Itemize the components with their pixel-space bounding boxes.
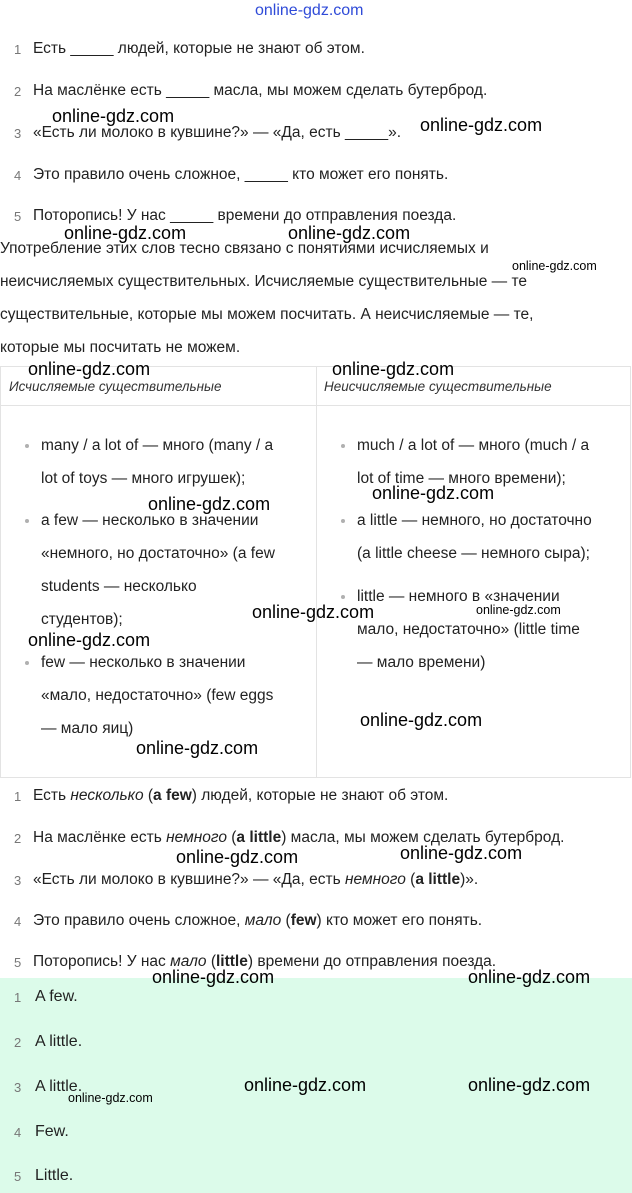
watermark: online-gdz.com [288, 223, 411, 243]
watermark: online-gdz.com [400, 843, 523, 863]
short-answer-number: 4 [14, 1125, 22, 1140]
answer-text: ) кто может его понять. [316, 912, 483, 929]
paragraph-line: Употребление этих слов тесно связано с понятиями исчисляемых и [0, 240, 489, 257]
exercise-number: 2 [14, 84, 22, 99]
watermark: online-gdz.com [372, 483, 495, 503]
table-header-countable: Исчисляемые существительные [9, 379, 222, 394]
answer-text: Есть [33, 787, 71, 804]
answer-english-word: little [216, 953, 248, 970]
bullet-icon [25, 444, 29, 448]
answer-number: 1 [14, 789, 22, 804]
answer-russian-word: немного [345, 871, 406, 888]
table-line: — мало времени) [357, 654, 486, 671]
exercise-number: 3 [14, 126, 22, 141]
answer-text: ) времени до отправления поезда. [247, 953, 497, 970]
bullet-icon [341, 519, 345, 523]
bullet-icon [25, 661, 29, 665]
paragraph-line: которые мы посчитать не можем. [0, 339, 241, 356]
answer-text: Это правило очень сложное, [33, 912, 245, 929]
watermark: online-gdz.com [148, 494, 271, 514]
exercise-sentence: На маслёнке есть _____ масла, мы можем сделать бутерброд. [33, 82, 488, 99]
answer-punct: ( [226, 829, 237, 846]
answer-number: 5 [14, 955, 22, 970]
table-line: few — несколько в значении [41, 654, 246, 671]
watermark: online-gdz.com [28, 630, 151, 650]
exercise-sentence: «Есть ли молоко в кувшине?» — «Да, есть _____». [33, 124, 402, 141]
table-line: студентов); [41, 611, 123, 628]
watermark: online-gdz.com [360, 710, 483, 730]
short-answer-text: A little. [35, 1033, 83, 1050]
table-line: «немного, но достаточно» (a few [41, 545, 275, 562]
answer-russian-word: немного [166, 829, 227, 846]
bullet-icon [25, 519, 29, 523]
watermark: online-gdz.com [28, 359, 151, 379]
watermark: online-gdz.com [176, 847, 299, 867]
table-line: a little — немного, но достаточно [357, 512, 592, 529]
answer-sentence [33, 912, 482, 930]
table-line: students — несколько [41, 578, 197, 595]
short-answer-number: 5 [14, 1169, 22, 1184]
watermark: online-gdz.com [52, 106, 175, 126]
exercise-sentence: Есть _____ людей, которые не знают об этом. [33, 40, 365, 57]
table-column-divider [316, 367, 317, 777]
answer-number: 4 [14, 914, 22, 929]
short-answer-number: 2 [14, 1035, 22, 1050]
answer-english-word: a little [415, 871, 461, 888]
short-answer-text: A little. [35, 1078, 83, 1095]
table-line: — мало яиц) [41, 720, 134, 737]
watermark: online-gdz.com [152, 967, 275, 987]
bullet-icon [341, 444, 345, 448]
watermark: online-gdz.com [468, 1075, 591, 1095]
table-line: many / a lot of — много (many / a [41, 437, 274, 454]
answer-english-word: few [290, 912, 317, 929]
short-answer-number: 3 [14, 1080, 22, 1095]
answer-russian-word: несколько [70, 787, 144, 804]
answer-number: 2 [14, 831, 22, 846]
short-answer-text: Little. [35, 1167, 74, 1184]
watermark: online-gdz.com [420, 115, 543, 135]
watermark: online-gdz.com [64, 223, 187, 243]
watermark: online-gdz.com [136, 738, 259, 758]
watermark: online-gdz.com [252, 602, 375, 622]
table-line: lot of toys — много игрушек); [41, 470, 246, 487]
answer-text: На маслёнке есть [33, 829, 167, 846]
answer-punct: ( [405, 871, 416, 888]
exercise-number: 1 [14, 42, 22, 57]
exercise-number: 5 [14, 209, 22, 224]
watermark-top: online-gdz.com [255, 2, 364, 19]
paragraph-line: существительные, которые мы можем посчитать. А неисчисляемые — те, [0, 306, 534, 323]
watermark: online-gdz.com [332, 359, 455, 379]
watermark: online-gdz.com [244, 1075, 367, 1095]
paragraph-line: неисчисляемых существительных. Исчисляемые существительные — те [0, 273, 528, 290]
answer-text: )». [460, 871, 479, 888]
answer-punct: ( [143, 787, 154, 804]
short-answer-text: A few. [35, 988, 78, 1005]
answer-text: ) людей, которые не знают об этом. [191, 787, 449, 804]
answer-number: 3 [14, 873, 22, 888]
table-line: lot of time — много времени); [357, 470, 566, 487]
answer-text: ) масла, мы можем сделать бутерброд. [281, 829, 565, 846]
exercise-sentence: Поторопись! У нас _____ времени до отправления поезда. [33, 207, 457, 224]
watermark: online-gdz.com [476, 603, 561, 617]
table-line: a few — несколько в значении [41, 512, 259, 529]
answer-punct: ( [281, 912, 291, 929]
answer-punct: ( [206, 953, 216, 970]
table-line: (a little cheese — немного сыра); [357, 545, 590, 562]
bullet-icon [341, 595, 345, 599]
answer-english-word: a little [236, 829, 282, 846]
watermark: online-gdz.com [468, 967, 591, 987]
watermark: online-gdz.com [68, 1091, 153, 1105]
table-line: мало, недостаточно» (little time [357, 621, 580, 638]
answer-sentence [33, 787, 448, 805]
short-answer-text: Few. [35, 1123, 69, 1140]
answer-russian-word: мало [244, 912, 282, 929]
answer-text: Поторопись! У нас [33, 953, 171, 970]
nouns-table [0, 366, 631, 778]
table-line: little — немного в «значении [357, 588, 560, 605]
answer-sentence [33, 871, 478, 889]
table-header-uncountable: Неисчисляемые существительные [324, 379, 552, 394]
short-answer-number: 1 [14, 990, 22, 1005]
answer-russian-word: мало [170, 953, 207, 970]
table-header-divider [1, 405, 630, 406]
table-line: «мало, недостаточно» (few eggs [41, 687, 274, 704]
watermark: online-gdz.com [512, 259, 597, 273]
exercise-sentence: Это правило очень сложное, _____ кто может его понять. [33, 166, 449, 183]
answer-text: «Есть ли молоко в кувшине?» — «Да, есть [33, 871, 345, 888]
exercise-number: 4 [14, 168, 22, 183]
table-line: much / a lot of — много (much / a [357, 437, 590, 454]
answer-english-word: a few [153, 787, 192, 804]
